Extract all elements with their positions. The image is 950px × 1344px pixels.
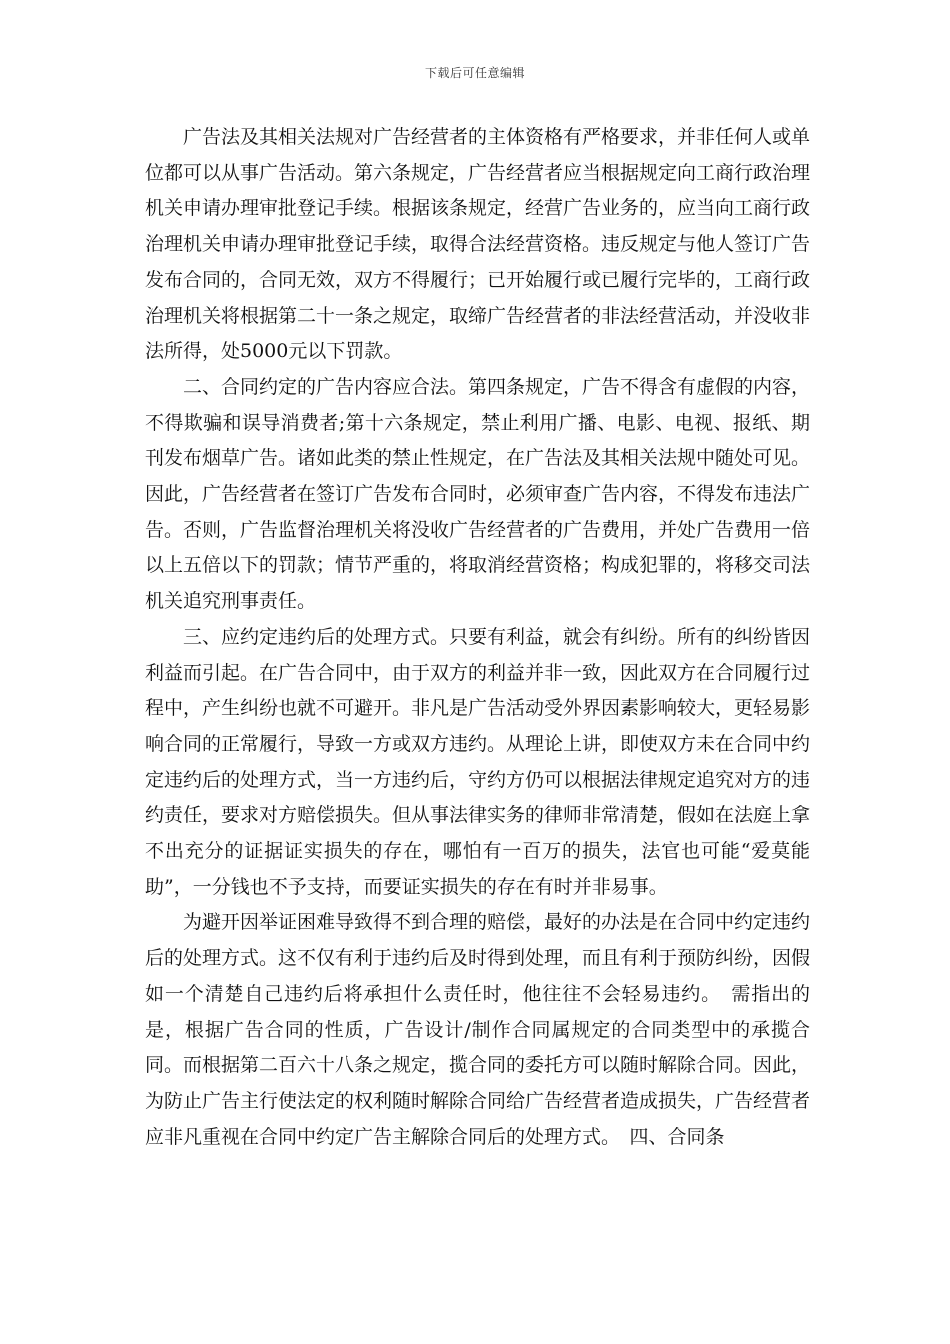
paragraph-1: 广告法及其相关法规对广告经营者的主体资格有严格要求，并非任何人或单位都可以从事广告活动。第六条规定，广告经营者应当根据规定向工商行政治理机关申请办理审批登记手续。根据该条规定，经营广告业务的，应当向工商行政治理机关申请办理审批登记手续，取得合法经营资格。违反规定与他人签订广告发布合同的，合同无效，双方不得履行；已开始履行或已履行完毕的，工商行政治理机关将根据第二十一条之规定，取缔广告经营者的非法经营活动，并没收非法所得，处5000元以下罚款。 — [145, 126, 811, 363]
document-body — [145, 120, 810, 1155]
paragraph-2: 二、合同约定的广告内容应合法。第四条规定，广告不得含有虚假的内容，不得欺骗和误导消费者;第十六条规定，禁止利用广播、电影、电视、报纸、期刊发布烟草广告。诸如此类的禁止性规定，在广告法及其相关法规中随处可见。因此，广告经营者在签订广告发布合同时，必须审查广告内容，不得发布违法广告。否则，广告监督治理机关将没收广告经营者的广告费用，并处广告费用一倍以上五倍以下的罚款；情节严重的，将取消经营资格；构成犯罪的，将移交司法机关追究刑事责任。 — [145, 375, 811, 613]
page-header: 下载后可任意编辑 — [424, 66, 525, 80]
paragraph-3: 三、应约定违约后的处理方式。只要有利益，就会有纠纷。所有的纠纷皆因利益而引起。在广告合同中，由于双方的利益并非一致，因此双方在合同履行过程中，产生纠纷也就不可避开。非凡是广告活动受外界因素影响较大，更轻易影响合同的正常履行，导致一方或双方违约。从理论上讲，即使双方未在合同中约定违约后的处理方式，当一方违约后，守约方仍可以根据法律规定追究对方的违约责任，要求对方赔偿损失。但从事法律实务的律师非常清楚，假如在法庭上拿不出充分的证据证实损失的存在，哪怕有一百万的损失，法官也可能“爱莫能助”，一分钱也不予支持，而要证实损失的存在有时并非易事。 — [145, 625, 811, 898]
paragraph-4: 为避开因举证困难导致得不到合理的赔偿，最好的办法是在合同中约定违约后的处理方式。这不仅有利于违约后及时得到处理，而且有利于预防纠纷，因假如一个清楚自己违约后将承担什么责任时，他往往不会轻易违约。 需指出的是，根据广告合同的性质，广告设计/制作合同属规定的合同类型中的承揽合同。而根据第二百六十八条之规定，揽合同的委托方可以随时解除合同。因此，为防止广告主行使法定的权利随时解除合同给广告经营者造成损失，广告经营者应非凡重视在合同中约定广告主解除合同后的处理方式。 四、合同条 — [145, 911, 811, 1148]
